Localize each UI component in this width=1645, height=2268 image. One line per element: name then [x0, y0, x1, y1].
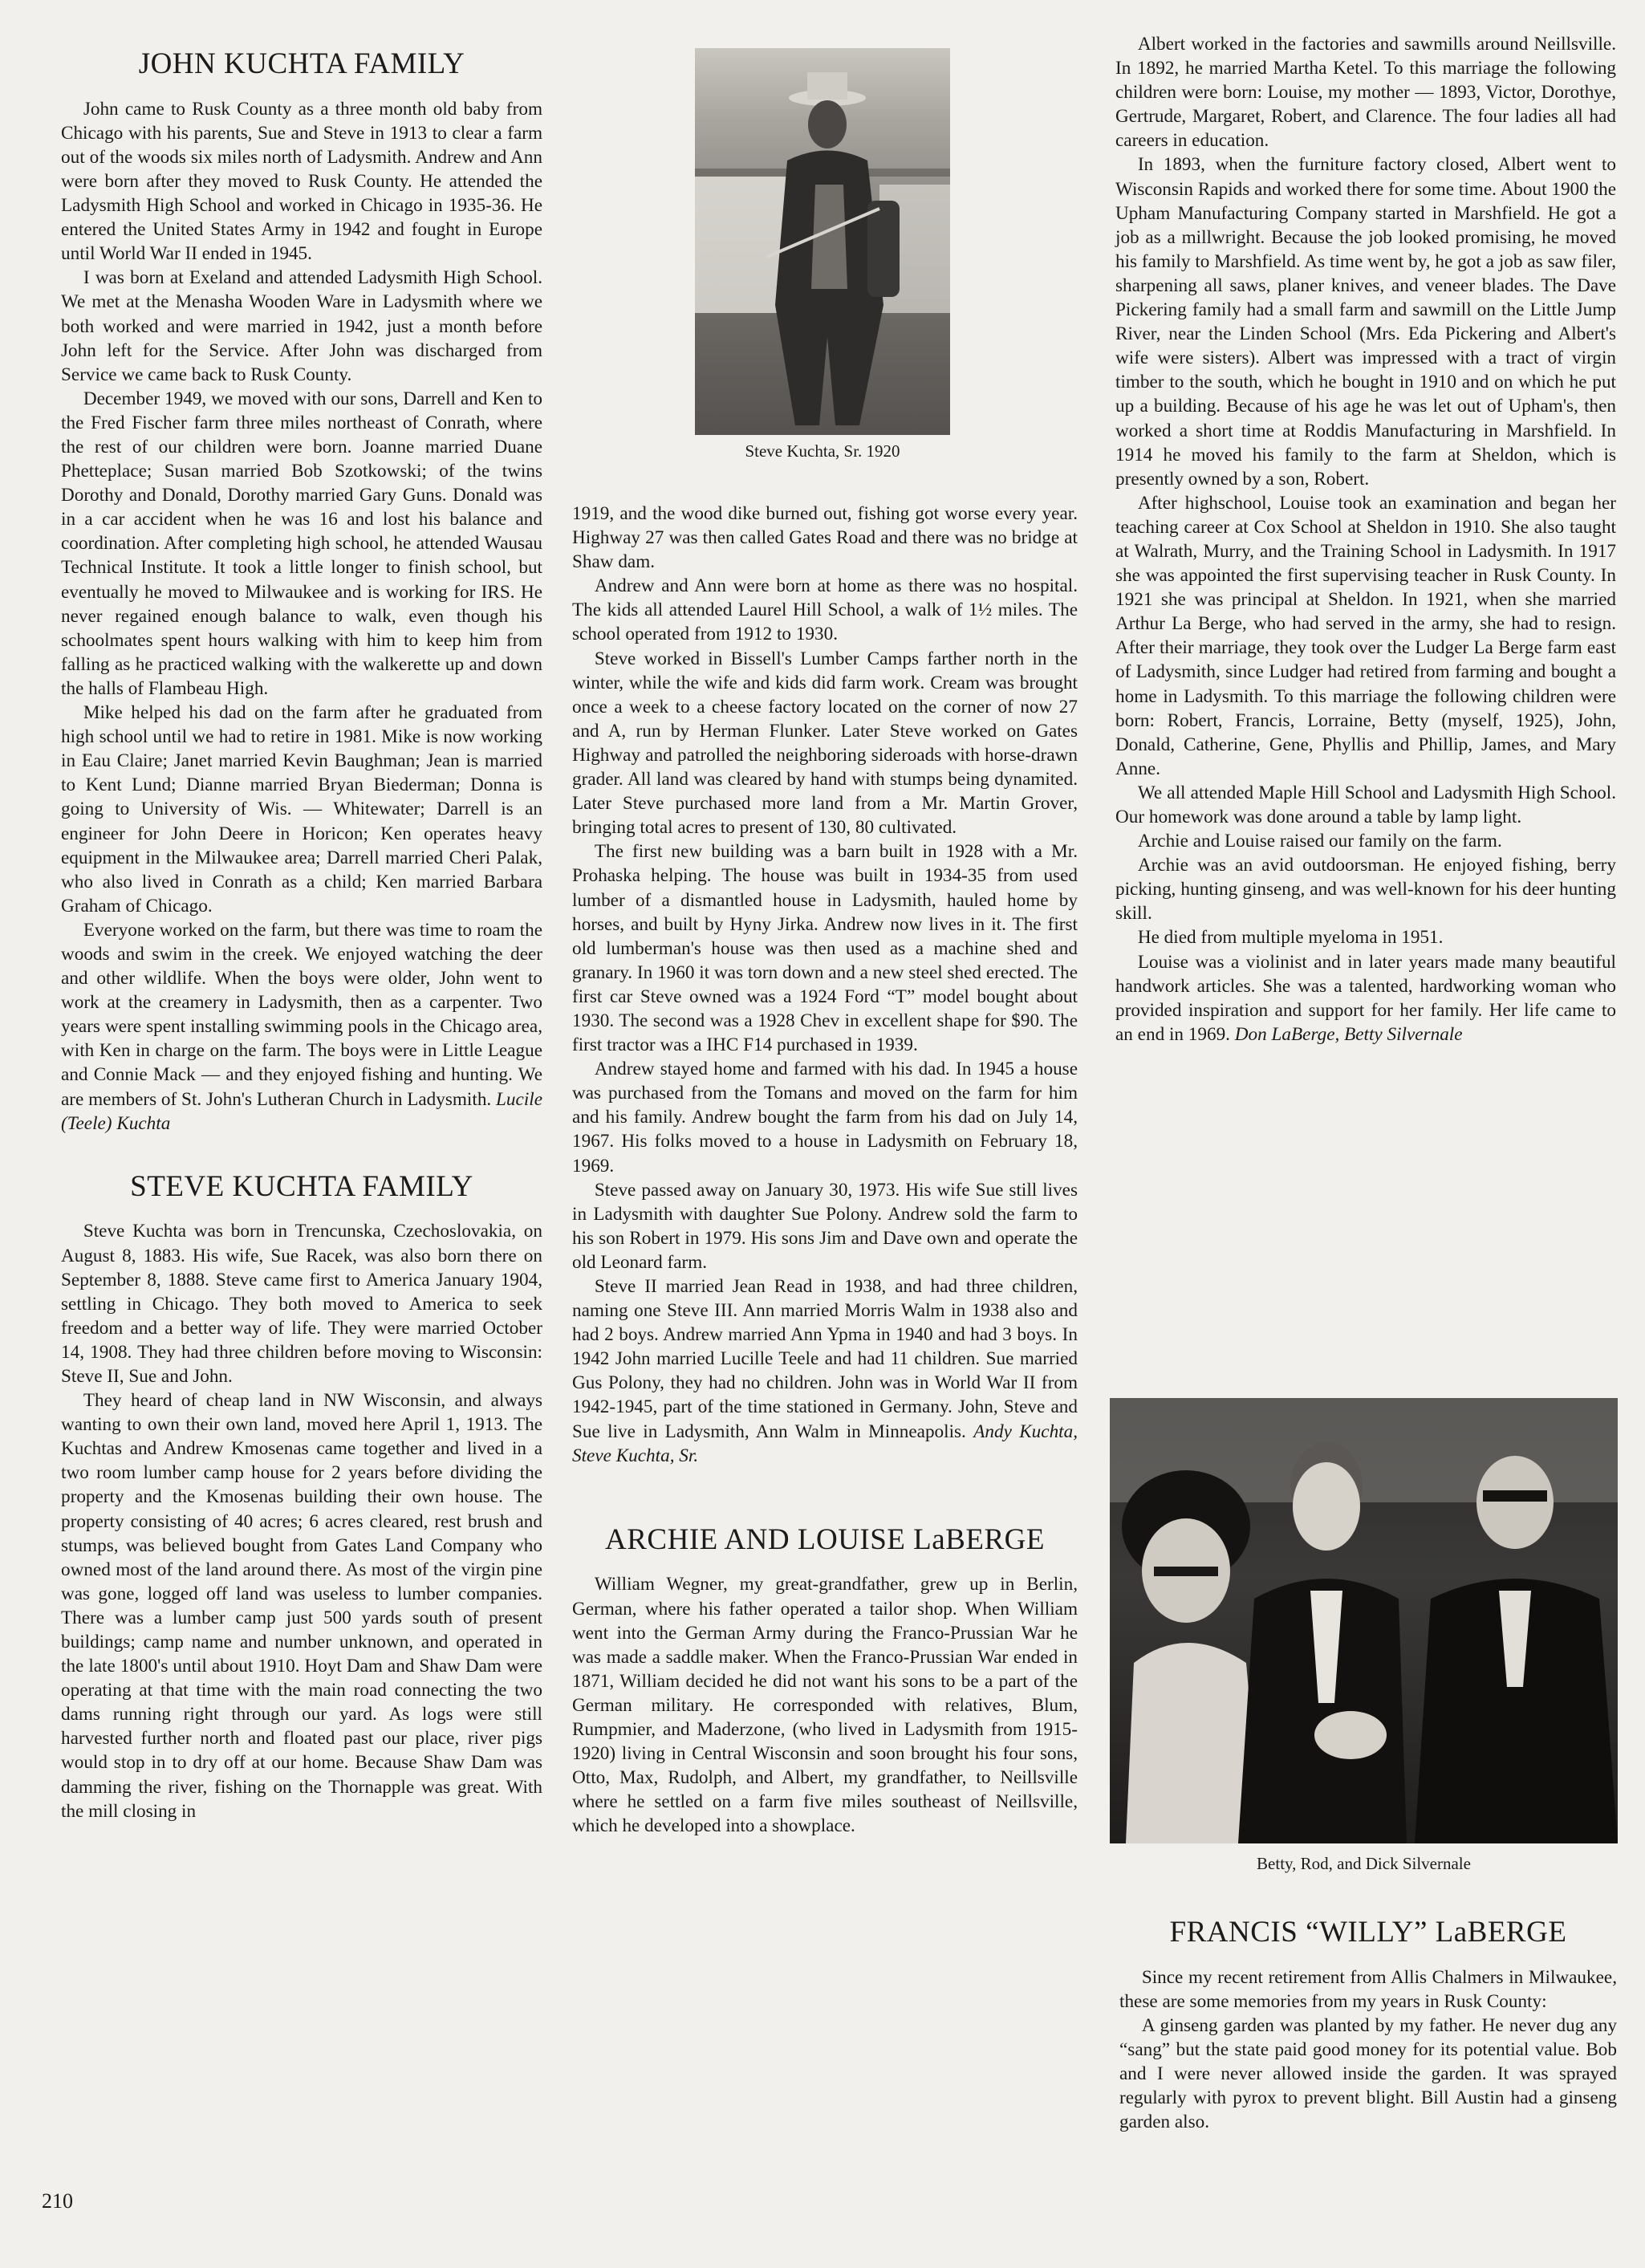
photo-steve-kuchta-sr [695, 48, 950, 435]
paragraph: Steve Kuchta was born in Trencunska, Czechoslovakia, on August 8, 1883. His wife, Sue Racek, was also born there on September 8, 1888. Steve came first to America January 1904, settling in Chicago. They both moved to America to seek freedom and a better way of life. They were married October 14, 1908. They had three children before moving to Wisconsin: Steve II, Sue and John. [61, 1221, 542, 1387]
column-left [61, 48, 542, 1823]
author-signature: Don LaBerge, Betty Silvernale [1234, 1023, 1463, 1045]
paragraph: Steve passed away on January 30, 1973. His wife Sue still lives in Ladysmith with daughter Sue Polony. Andrew sold the farm to his son Robert in 1979. His sons Jim and Dave own and operate the old Leonard farm. [572, 1179, 1078, 1273]
paragraph: We all attended Maple Hill School and Ladysmith High School. Our homework was done around a table by lamp light. [1115, 782, 1616, 827]
paragraph: Archie and Louise raised our family on the farm. [1137, 831, 1502, 852]
paragraph-text: Steve II married Jean Read in 1938, and had three children, naming one Steve III. Ann married Morris Walm in 1938 also and had 2 boys. Andrew married Ann Ypma in 1940 and had 3 boys. In 1942 John married Lucille Teele and had 11 children. Sue married Gus Polony, they had no children. John was in World War II from 1942-1945, part of the time stationed in Germany. John, Steve and Sue live in Ladysmith, Ann Walm in Minneapolis. [572, 1276, 1078, 1442]
heading-john-kuchta-family: JOHN KUCHTA FAMILY [138, 47, 465, 80]
photo-silvernale-family [1110, 1398, 1618, 1843]
paragraph [1115, 950, 1616, 1047]
paragraph: Mike helped his dad on the farm after he graduated from high school until we had to retire in 1981. Mike is now working in Eau Claire; Janet married Kevin Baughman; Jean is married to Kent Lund; Dianne married Bryan Biederman; Donna is going to University of Wis. — Whitewater; Darrell is an engineer for John Deere in Horicon; Ken operates heavy equipment in the Milwaukee area; Darrell married Cheri Palak, who also lived in Conrath as a child; Ken married Barbara Graham of Chicago. [61, 702, 542, 917]
photo2-caption: Betty, Rod, and Dick Silvernale [1257, 1854, 1471, 1873]
paragraph: Albert worked in the factories and sawmills around Neillsville. In 1892, he married Martha Ketel. To this marriage the following children were born: Louise, my mother — 1893, Victor, Dorothye, Gertrude, Margaret, Robert, and Clarence. The four ladies all had careers in education. [1115, 34, 1616, 152]
author-signature: Andy Kuchta, Steve Kuchta, Sr. [572, 1421, 1078, 1466]
column-right [1115, 32, 1616, 1047]
man-figure-illustration [695, 48, 950, 435]
paragraph: John came to Rusk County as a three month old baby from Chicago with his parents, Sue and Steve in 1913 to clear a farm out of the woods six miles north of Ladysmith. Andrew and Ann were born after they moved to Rusk County. He attended the Ladysmith High School and worked in Chicago in 1935-36. He entered the United States Army in 1942 and fought in Europe until World War II ended in 1945. [61, 98, 542, 265]
paragraph-text: Louise was a violinist and in later years made many beautiful handwork articles. She was a talented, hardworking woman who provided inspiration and support for her family. Her life came to an end in 1969. [1115, 951, 1616, 1045]
paragraph: After highschool, Louise took an examination and began her teaching career at Cox School at Sheldon in 1910. She also taught at Walrath, Murry, and the Training School in Ladysmith. In 1917 she was appointed the first supervising teacher in Rusk County. In 1921 she was principal at Sheldon. In 1921, when she married Arthur La Berge, who had served in the army, she had to resign. After their marriage, they took over the Ludger La Berge farm east of Ladysmith, since Ludger had retired from farming and bought a home in Ladysmith. To this marriage the following children were born: Robert, Francis, Lorraine, Betty (myself, 1925), John, Donald, Catherine, Gene, Phyllis and Phillip, James, and Mary Anne. [1115, 492, 1616, 779]
photo1-caption: Steve Kuchta, Sr. 1920 [745, 441, 900, 461]
paragraph: 1919, and the wood dike burned out, fishing got worse every year. Highway 27 was then called Gates Road and there was no bridge at Shaw dam. [572, 503, 1078, 573]
paragraph: They heard of cheap land in NW Wisconsin, and always wanting to own their own land, moved here April 1, 1913. The Kuchtas and Andrew Kmosenas came together and lived in a two room lumber camp house for 2 years before dividing the property and the Kmosenas building their own house. The property consisting of 40 acres; 6 acres cleared, rest brush and stumps, was believed bought from Gates Land Company who owned most of the land around there. As most of the virgin pine was gone, logged off land was useless to lumber companies. There was a lumber camp just 500 yards south of present buildings; camp name and number unknown, and operated in the late 1800's until about 1910. Hoyt Dam and Shaw Dam were operating at that time with the main road connecting the two dams running right through our yard. As logs were still harvested further north and floated past our place, river pigs would stop in to dry off at our home. Because Shaw Dam was damming the river, fishing on the Thornapple was great. With the mill closing in [61, 1390, 542, 1822]
heading-archie-louise-laberge: ARCHIE AND LOUISE LaBERGE [605, 1522, 1045, 1556]
author-signature: Lucile (Teele) Kuchta [61, 1088, 542, 1134]
column-middle [572, 502, 1078, 1838]
heading-francis-willy-laberge: FRANCIS “WILLY” LaBERGE [1169, 1916, 1567, 1949]
paragraph: William Wegner, my great-grandfather, grew up in Berlin, German, where his father operated a tailor shop. When William went into the German Army during the Franco-Prussian War he was made a saddle maker. When the Franco-Prussian War ended in 1871, William decided he did not want his sons to be a part of the German military. He corresponded with relatives, Blum, Rumpmier, and Maderzone, (who lived in Ladysmith from 1915-1920) living in Central Wisconsin and soon brought his four sons, Otto, Max, Rudolph, and Albert, my grandfather, to Neillsville where he settled on a farm five miles southeast of Neillsville, which he developed into a showplace. [572, 1574, 1078, 1837]
paragraph: Andrew and Ann were born at home as there was no hospital. The kids all attended Laurel Hill School, a walk of 1½ miles. The school operated from 1912 to 1930. [572, 575, 1078, 645]
paragraph: In 1893, when the furniture factory closed, Albert went to Wisconsin Rapids and worked there for some time. About 1900 the Upham Manufacturing Company started in Marshfield. He got a job as a millwright. Because the job looked promising, he moved his family to Marshfield. As time went by, he got a job as saw filer, sharpening all saws, planer knives, and veneer blades. The Dave Pickering family had a small farm and sawmill on the Little Jump River, near the Linden School (Mrs. Eda Pickering and Albert's wife were sisters). Albert was impressed with a tract of virgin timber to the south, which he bought in 1910 and on which he put up a building. Because of his age he was let out of Upham's, then worked a short time at Roddis Manufacturing in Marshfield. In 1914 he moved his family to the farm at Sheldon, which is presently owned by a son, Robert. [1115, 154, 1616, 490]
people-group-illustration [1110, 1398, 1618, 1843]
page-number: 210 [42, 2189, 73, 2213]
paragraph: Archie was an avid outdoorsman. He enjoyed fishing, berry picking, hunting ginseng, and was well-known for his deer hunting skill. [1115, 855, 1616, 925]
paragraph: The first new building was a barn built in 1928 with a Mr. Prohaska helping. The house was built in 1934-35 from used lumber of a dismantled house in Ladysmith, hauled home by horses, and built by Hyny Jirka. Andrew now lives in it. The first old lumberman's house was then used as a machine shed and granary. In 1960 it was torn down and a new steel shed erected. The first car Steve owned was a 1924 Ford “T” model bought about 1930. The second was a 1928 Chev in excellent shape for $90. The first tractor was a IHC F14 purchased in 1939. [572, 841, 1078, 1056]
heading-steve-kuchta-family: STEVE KUCHTA FAMILY [130, 1169, 473, 1203]
paragraph [61, 918, 542, 1136]
section-francis-laberge [1119, 1916, 1617, 2134]
paragraph-text: Everyone worked on the farm, but there was time to roam the woods and swim in the creek. We enjoyed watching the deer and other wildlife. When the boys were older, John went to work at the creamery in Ladysmith, then as a carpenter. Two years were spent installing swimming pools in the Chicago area, with Ken in charge on the farm. The boys were in Little League and Connie Mack — and they enjoyed fishing and hunting. We are members of St. John's Lutheran Church in Ladysmith. [61, 919, 542, 1110]
paragraph: I was born at Exeland and attended Ladysmith High School. We met at the Menasha Wooden Ware in Ladysmith where we both worked and were married in 1942, just a month before John left for the Service. After John was discharged from Service we came back to Rusk County. [61, 267, 542, 385]
paragraph: December 1949, we moved with our sons, Darrell and Ken to the Fred Fischer farm three miles northeast of Conrath, where the rest of our children were born. Joanne married Duane Phetteplace; Susan married Bob Szotkowski; of the twins Dorothy and Donald, Dorothy married Gary Guns. Donald was in a car accident when he was 16 and lost his balance and coordination. After completing high school, he attended Wausau Technical Institute. It took a little longer to finish school, but eventually he moved to Milwaukee and is working for IRS. He never regained enough balance to walk, even though his schoolmates spent hours walking with him to keep him from falling as he practiced walking with the walkerette up and down the halls of Flambeau High. [61, 388, 542, 699]
paragraph: A ginseng garden was planted by my father. He never dug any “sang” but the state paid good money for its potential value. Bob and I were never allowed inside the garden. It was sprayed regularly with pyrox to prevent blight. Bill Austin had a ginseng garden also. [1119, 2014, 1617, 2133]
paragraph: Andrew stayed home and farmed with his dad. In 1945 a house was purchased from the Tomans and moved on the farm for him and his family. Andrew bought the farm from his dad on July 14, 1967. His folks moved to a house in Ladysmith on February 18, 1969. [572, 1059, 1078, 1177]
paragraph: He died from multiple myeloma in 1951. [1137, 927, 1444, 949]
paragraph: Since my recent retirement from Allis Chalmers in Milwaukee, these are some memories from my years in Rusk County: [1119, 1966, 1617, 2012]
paragraph [572, 1274, 1078, 1468]
paragraph: Steve worked in Bissell's Lumber Camps farther north in the winter, while the wife and kids did farm work. Cream was brought once a week to a cheese factory located on the corner of now 27 and A, run by Herman Flunker. Later Steve worked on Gates Highway and patrolled the neighboring sideroads with horse-drawn grader. All land was cleared by hand with stumps being dynamited. Later Steve purchased more land from a Mr. Martin Grover, bringing total acres to present of 130, 80 cultivated. [572, 648, 1078, 839]
